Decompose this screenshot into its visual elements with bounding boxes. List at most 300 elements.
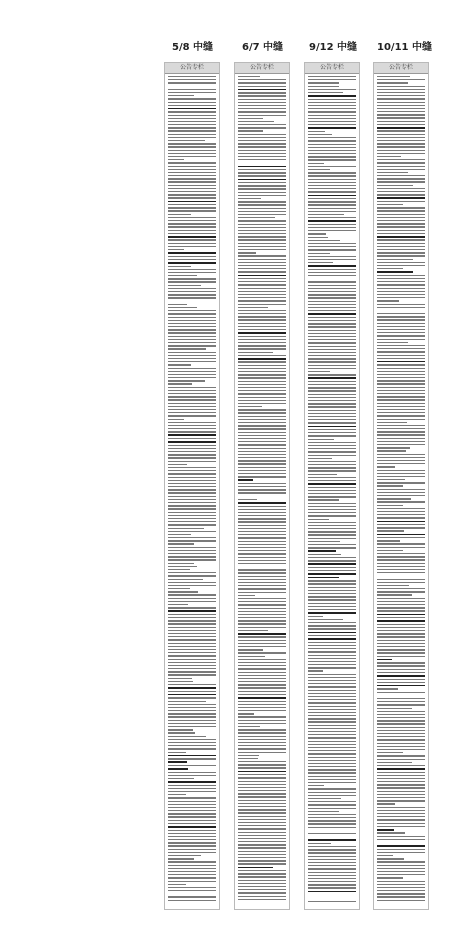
text-line xyxy=(168,239,216,240)
text-line xyxy=(377,175,425,176)
text-line xyxy=(238,534,286,535)
text-line xyxy=(377,422,407,423)
text-line xyxy=(238,883,286,884)
text-line xyxy=(377,265,425,266)
text-line xyxy=(168,665,216,666)
gutter-column-3[interactable] xyxy=(304,62,360,910)
text-line xyxy=(168,111,216,112)
text-line xyxy=(377,463,425,464)
text-line xyxy=(377,617,425,618)
text-line xyxy=(308,147,356,148)
text-line xyxy=(308,374,356,375)
text-line xyxy=(377,794,425,795)
text-line xyxy=(238,572,286,573)
text-line xyxy=(168,412,216,413)
text-line xyxy=(377,444,425,445)
text-line xyxy=(238,608,286,609)
text-line xyxy=(238,771,286,773)
text-line xyxy=(238,541,286,542)
text-line xyxy=(168,438,216,439)
text-line xyxy=(377,390,425,391)
text-line xyxy=(377,281,425,282)
text-line xyxy=(377,409,425,410)
text-line xyxy=(377,172,408,173)
text-line xyxy=(308,868,356,869)
text-line xyxy=(238,409,286,410)
text-line xyxy=(238,201,286,202)
text-line xyxy=(168,585,216,586)
text-line xyxy=(308,734,356,735)
text-line xyxy=(168,755,216,757)
text-line xyxy=(308,699,356,700)
text-line xyxy=(308,721,356,722)
text-line xyxy=(377,861,425,862)
gutter-column-4[interactable] xyxy=(373,62,429,910)
text-line xyxy=(168,553,216,554)
text-line xyxy=(168,246,216,247)
text-line xyxy=(238,847,286,848)
text-line xyxy=(377,339,425,340)
text-line xyxy=(377,736,425,737)
text-line xyxy=(377,495,425,496)
text-line xyxy=(238,752,286,753)
text-line xyxy=(168,185,216,186)
text-line xyxy=(308,291,356,292)
text-line xyxy=(238,185,286,186)
text-line xyxy=(377,900,425,901)
text-line xyxy=(168,852,216,853)
text-line xyxy=(308,137,356,138)
text-line xyxy=(238,297,286,298)
text-line xyxy=(308,198,356,199)
text-line xyxy=(308,625,356,626)
text-line xyxy=(308,538,356,539)
text-line xyxy=(238,876,286,877)
text-line xyxy=(238,454,286,455)
text-line xyxy=(308,779,356,780)
text-line xyxy=(308,632,356,634)
text-line xyxy=(308,134,332,135)
text-line xyxy=(238,732,286,733)
text-line xyxy=(168,108,216,110)
text-line xyxy=(168,633,216,634)
text-line xyxy=(308,313,356,315)
text-line xyxy=(308,712,356,713)
text-line xyxy=(168,95,194,96)
text-line xyxy=(377,188,425,189)
text-line xyxy=(238,159,286,160)
text-line xyxy=(238,172,286,173)
text-line xyxy=(308,554,341,555)
text-line xyxy=(377,765,425,766)
text-line xyxy=(238,812,286,813)
text-line xyxy=(377,636,425,637)
text-line xyxy=(377,393,425,394)
text-line xyxy=(377,501,425,502)
text-line xyxy=(238,668,286,669)
text-line xyxy=(238,169,286,170)
text-line xyxy=(168,262,216,264)
text-line xyxy=(238,828,286,829)
column-label-2: 6/7 中缝 xyxy=(242,42,284,53)
text-line xyxy=(308,856,356,857)
text-line xyxy=(377,249,425,250)
text-line xyxy=(377,121,425,122)
text-line xyxy=(308,544,356,545)
text-line xyxy=(308,702,356,703)
text-line xyxy=(308,753,356,754)
text-line xyxy=(168,785,216,786)
text-line xyxy=(377,387,425,388)
text-line xyxy=(308,760,356,761)
text-line xyxy=(238,479,253,481)
text-line xyxy=(168,124,216,125)
text-line xyxy=(308,416,356,417)
text-line xyxy=(377,380,425,381)
text-line xyxy=(238,345,286,346)
text-line xyxy=(377,105,425,106)
text-line xyxy=(377,259,413,260)
text-line xyxy=(168,256,216,257)
text-line xyxy=(238,499,257,500)
text-line xyxy=(238,880,286,881)
text-line xyxy=(308,387,356,388)
text-line xyxy=(308,377,356,379)
text-line xyxy=(377,845,425,847)
text-line xyxy=(168,489,216,490)
text-line xyxy=(238,416,286,417)
text-line xyxy=(238,118,263,119)
text-line xyxy=(308,188,356,189)
text-line xyxy=(377,454,425,455)
text-line xyxy=(308,741,356,742)
text-line xyxy=(238,115,286,116)
text-line xyxy=(238,681,286,682)
text-line xyxy=(377,345,425,346)
text-line xyxy=(238,745,286,746)
text-line xyxy=(238,361,286,362)
text-line xyxy=(168,524,216,525)
text-line xyxy=(168,387,216,388)
text-line xyxy=(168,175,216,176)
text-line xyxy=(308,766,356,767)
text-line xyxy=(168,804,216,805)
text-line xyxy=(308,493,356,494)
text-line xyxy=(238,441,286,442)
gutter-column-1[interactable] xyxy=(164,62,220,910)
text-line xyxy=(377,233,425,234)
text-line xyxy=(168,329,216,330)
text-line xyxy=(377,329,425,330)
text-line xyxy=(377,868,425,869)
text-line xyxy=(168,598,216,599)
text-line xyxy=(377,730,425,731)
text-line xyxy=(168,801,216,802)
text-line xyxy=(168,115,216,116)
text-line xyxy=(377,672,425,673)
text-line xyxy=(308,496,356,497)
text-line xyxy=(238,134,286,135)
text-line xyxy=(238,678,286,679)
text-line xyxy=(377,659,392,661)
text-line xyxy=(168,865,216,866)
text-line xyxy=(168,210,216,211)
text-line xyxy=(168,678,192,679)
text-line xyxy=(168,531,216,532)
text-line xyxy=(377,335,425,336)
column-label-3: 9/12 中缝 xyxy=(309,42,358,53)
text-line xyxy=(308,458,332,459)
text-line xyxy=(238,140,286,141)
text-line xyxy=(308,394,356,395)
text-line xyxy=(377,649,425,650)
text-line xyxy=(308,390,356,391)
text-line xyxy=(238,463,286,464)
text-line xyxy=(168,528,204,529)
text-line xyxy=(168,575,216,576)
text-line xyxy=(308,737,356,738)
text-line xyxy=(308,111,356,112)
text-line xyxy=(308,534,356,535)
text-line xyxy=(377,297,425,298)
text-line xyxy=(308,823,356,824)
text-line xyxy=(377,582,425,583)
text-line xyxy=(308,211,356,212)
text-line xyxy=(377,679,425,680)
text-line xyxy=(308,798,341,799)
text-line xyxy=(238,86,286,87)
text-line xyxy=(308,763,356,764)
text-line xyxy=(168,550,216,551)
text-line xyxy=(238,537,286,538)
text-line xyxy=(238,304,286,305)
text-line xyxy=(168,223,216,224)
text-line xyxy=(168,556,216,557)
text-line xyxy=(308,503,356,504)
text-line xyxy=(168,502,216,503)
text-line xyxy=(308,801,356,802)
text-line xyxy=(238,457,286,458)
text-line xyxy=(308,499,339,500)
text-line xyxy=(377,271,413,273)
text-line xyxy=(238,137,286,138)
text-line xyxy=(308,307,356,308)
text-line xyxy=(168,687,216,689)
text-line xyxy=(308,227,356,228)
text-line xyxy=(238,672,286,673)
text-line xyxy=(168,639,216,640)
text-line xyxy=(377,656,425,657)
text-line xyxy=(377,823,425,824)
text-line xyxy=(238,329,286,330)
text-line xyxy=(238,111,286,112)
text-line xyxy=(168,483,216,484)
text-line xyxy=(377,137,425,138)
text-line xyxy=(308,670,323,671)
text-line xyxy=(168,377,216,378)
text-line xyxy=(308,294,356,295)
text-line xyxy=(168,620,216,621)
text-line xyxy=(238,582,286,583)
text-line xyxy=(308,817,356,818)
text-line xyxy=(238,400,286,401)
text-line xyxy=(168,758,216,759)
text-line xyxy=(238,460,286,461)
text-line xyxy=(168,662,216,663)
text-line xyxy=(168,86,216,87)
text-line xyxy=(168,461,216,462)
text-line xyxy=(308,862,356,863)
text-line xyxy=(377,569,425,570)
text-line xyxy=(168,830,216,831)
text-line xyxy=(377,772,425,773)
column-header: 公告专栏 xyxy=(305,63,359,74)
gutter-column-2[interactable] xyxy=(234,62,290,910)
text-line xyxy=(168,582,216,583)
text-line xyxy=(308,217,356,218)
text-line xyxy=(168,355,216,356)
text-line xyxy=(308,285,356,286)
text-line xyxy=(238,239,286,240)
text-line xyxy=(168,674,216,675)
text-line xyxy=(377,755,425,756)
text-line xyxy=(168,178,216,179)
text-line xyxy=(308,243,356,244)
text-line xyxy=(238,278,286,279)
text-line xyxy=(238,742,286,743)
text-line xyxy=(377,207,425,208)
text-line xyxy=(377,140,425,141)
text-line xyxy=(377,553,425,554)
text-line xyxy=(238,550,286,551)
text-line xyxy=(308,606,356,607)
text-line xyxy=(308,747,356,748)
text-line xyxy=(168,874,216,875)
text-line xyxy=(168,140,205,141)
text-line xyxy=(308,891,356,893)
text-line xyxy=(168,508,216,509)
text-line xyxy=(377,252,425,253)
text-line xyxy=(238,224,286,225)
text-line xyxy=(168,607,216,608)
text-line xyxy=(168,201,216,203)
text-line xyxy=(377,534,425,536)
text-line xyxy=(377,890,425,891)
text-line xyxy=(238,857,286,858)
text-line xyxy=(238,803,286,804)
text-line xyxy=(377,150,425,151)
text-line xyxy=(168,294,216,295)
text-line xyxy=(238,838,286,839)
text-line xyxy=(308,121,356,122)
text-line xyxy=(168,217,216,218)
text-line xyxy=(308,619,343,620)
text-line xyxy=(308,330,356,331)
text-line xyxy=(238,105,286,106)
text-line xyxy=(168,76,216,77)
text-line xyxy=(168,181,216,182)
text-line xyxy=(168,729,193,730)
text-line xyxy=(308,648,356,649)
text-line xyxy=(308,105,356,106)
text-line xyxy=(168,156,216,157)
text-line xyxy=(377,485,403,486)
text-line xyxy=(308,480,356,481)
text-line xyxy=(377,662,425,663)
text-line xyxy=(377,695,425,696)
text-line xyxy=(238,143,286,144)
text-line xyxy=(308,233,326,234)
text-line xyxy=(308,664,356,665)
text-line xyxy=(168,540,216,541)
text-line xyxy=(377,550,403,551)
column-body xyxy=(235,74,289,900)
text-line xyxy=(377,239,425,240)
text-line xyxy=(377,396,425,397)
text-line xyxy=(377,102,425,103)
text-line xyxy=(168,881,216,882)
text-line xyxy=(238,531,286,532)
text-line xyxy=(168,332,216,333)
text-line xyxy=(308,725,356,726)
text-line xyxy=(308,772,356,773)
text-line xyxy=(377,355,425,356)
text-line xyxy=(168,403,216,404)
text-line xyxy=(168,684,216,685)
text-line xyxy=(168,739,216,740)
text-line xyxy=(168,214,191,215)
text-line xyxy=(238,739,286,740)
text-line xyxy=(238,230,286,231)
text-line xyxy=(308,661,356,662)
text-line xyxy=(168,671,216,672)
text-line xyxy=(238,854,286,855)
text-line xyxy=(238,262,286,263)
text-line xyxy=(308,275,356,276)
text-line xyxy=(168,736,206,737)
text-line xyxy=(308,237,328,238)
text-line xyxy=(238,611,286,612)
text-line xyxy=(308,757,356,758)
text-line xyxy=(238,358,286,360)
text-line xyxy=(377,559,425,560)
text-line xyxy=(308,172,356,173)
text-line xyxy=(238,489,286,490)
text-line xyxy=(377,896,425,897)
text-line xyxy=(377,134,425,135)
text-line xyxy=(377,627,425,628)
text-line xyxy=(308,811,339,812)
text-line xyxy=(308,782,356,783)
text-line xyxy=(168,896,216,897)
text-line xyxy=(238,601,286,602)
text-line xyxy=(377,842,409,843)
text-line xyxy=(377,368,425,369)
text-line xyxy=(377,620,425,622)
text-line xyxy=(168,839,216,840)
text-line xyxy=(377,547,425,548)
text-line xyxy=(377,768,425,770)
text-line xyxy=(238,425,286,426)
text-line xyxy=(238,146,286,147)
text-line xyxy=(238,227,286,228)
text-line xyxy=(168,890,216,891)
column-body xyxy=(374,74,428,901)
text-line xyxy=(238,368,286,369)
text-line xyxy=(377,630,425,631)
text-line xyxy=(168,627,216,628)
text-line xyxy=(308,686,356,687)
